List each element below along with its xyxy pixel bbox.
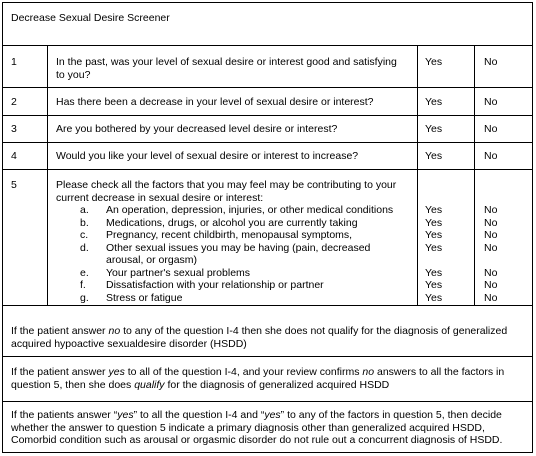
factor-yes-list bbox=[425, 204, 442, 304]
factor-letter: g. bbox=[80, 291, 89, 304]
factor-yes: Yes bbox=[425, 204, 443, 216]
no-cell bbox=[474, 143, 532, 169]
factor-text: An operation, depression, injuries, or other medical conditions bbox=[106, 204, 394, 216]
no-label: No bbox=[484, 96, 498, 108]
question-text: In the past, was your level of sexual desire or interest good and satisfying to you? bbox=[56, 56, 397, 81]
question-number-cell bbox=[3, 116, 47, 142]
no-label: No bbox=[484, 150, 498, 162]
factor-no: No bbox=[484, 241, 498, 254]
yes-cell bbox=[417, 170, 474, 305]
yes-label: Yes bbox=[425, 123, 443, 135]
factor-no: No bbox=[484, 279, 498, 291]
note-not-qualify: If the patient answer no to any of the question I-4 then she does not qualify for the diagnosis of generalized acquired hypoactive sexualdesire disorder (HSDD) bbox=[11, 325, 508, 350]
question-number: 4 bbox=[11, 150, 17, 162]
factor-letter: f. bbox=[80, 279, 86, 291]
question-number-cell bbox=[3, 170, 47, 305]
question-text-cell bbox=[47, 170, 417, 305]
note-row bbox=[3, 402, 532, 452]
question-number-cell bbox=[3, 88, 47, 115]
factor-yes: Yes bbox=[425, 229, 443, 241]
yes-label: Yes bbox=[425, 56, 443, 68]
question-row bbox=[3, 88, 532, 116]
question-text-cell bbox=[47, 46, 417, 87]
no-cell bbox=[474, 116, 532, 142]
factor-letter: e. bbox=[80, 266, 89, 279]
factor-no: No bbox=[484, 216, 498, 229]
no-cell bbox=[474, 88, 532, 115]
screener-table bbox=[2, 2, 533, 453]
yes-cell bbox=[417, 46, 474, 87]
question-text: Are you bothered by your decreased level desire or interest? bbox=[56, 123, 338, 135]
factor-yes: Yes bbox=[425, 266, 443, 279]
note-row bbox=[3, 306, 532, 357]
factor-text: Dissatisfaction with your relationship or partner bbox=[106, 279, 324, 291]
factor-text: Stress or fatigue bbox=[106, 291, 183, 304]
note-row bbox=[3, 357, 532, 402]
question-number-cell bbox=[3, 143, 47, 169]
question-text-cell bbox=[47, 116, 417, 142]
factor-no: No bbox=[484, 291, 498, 304]
question-row bbox=[3, 46, 532, 88]
question-text: Would you like your level of sexual desire or interest to increase? bbox=[56, 150, 359, 162]
factor-yes: Yes bbox=[425, 279, 443, 291]
yes-cell bbox=[417, 116, 474, 142]
question-number: 1 bbox=[11, 56, 17, 68]
question-number: 3 bbox=[11, 123, 17, 135]
question-row bbox=[3, 116, 532, 143]
no-label: No bbox=[484, 56, 498, 68]
factor-letter: d. bbox=[80, 241, 89, 254]
title-row bbox=[3, 3, 532, 46]
question-text-cell bbox=[47, 143, 417, 169]
question-number: 2 bbox=[11, 96, 17, 108]
factor-yes: Yes bbox=[425, 241, 443, 254]
no-label: No bbox=[484, 123, 498, 135]
question-number: 5 bbox=[11, 179, 17, 191]
factor-letter: c. bbox=[80, 229, 89, 241]
note-qualify: If the patient answer yes to all of the question I-4, and your review confirms no answers to all the factors in question 5, then she does qualify for the diagnosis of generalized acquired HSDD bbox=[11, 366, 505, 391]
question-text: Please check all the factors that you may feel may be contributing to your current decrease in sexual desire or interest: bbox=[56, 179, 397, 204]
question-text-cell bbox=[47, 88, 417, 115]
factor-letter: b. bbox=[80, 216, 89, 229]
factor-no: No bbox=[484, 204, 498, 216]
question-row-factors bbox=[3, 170, 532, 306]
no-cell bbox=[474, 170, 532, 305]
factor-no: No bbox=[484, 266, 498, 279]
screener-title: Decrease Sexual Desire Screener bbox=[11, 12, 170, 24]
factor-letter: a. bbox=[80, 204, 89, 216]
no-cell bbox=[474, 46, 532, 87]
yes-cell bbox=[417, 143, 474, 169]
factor-yes: Yes bbox=[425, 216, 443, 229]
question-row bbox=[3, 143, 532, 170]
yes-label: Yes bbox=[425, 150, 443, 162]
question-number-cell bbox=[3, 46, 47, 87]
note-decide: If the patients answer “yes” to all the question I-4 and “yes” to any of the factors in question 5, then decide whether the answer to question 5 indicate a primary diagnosis other than generalized acquired HSDD, Comorbid condition such as arousal or orgasmic disorder do not rule out a concurrent diagnosis of HSDD. bbox=[11, 409, 503, 446]
yes-label: Yes bbox=[425, 96, 443, 108]
factor-no-list bbox=[484, 204, 497, 304]
factor-text: Your partner's sexual problems bbox=[106, 266, 251, 279]
factor-text: Pregnancy, recent childbirth, menopausal symptoms, bbox=[106, 229, 353, 241]
factor-no: No bbox=[484, 229, 498, 241]
factor-text: Medications, drugs, or alcohol you are currently taking bbox=[106, 216, 358, 229]
question-text: Has there been a decrease in your level of sexual desire or interest? bbox=[56, 96, 374, 108]
factor-yes: Yes bbox=[425, 291, 443, 304]
yes-cell bbox=[417, 88, 474, 115]
factor-text: Other sexual issues you may be having (pain, decreased arousal, or orgasm) bbox=[106, 241, 371, 266]
